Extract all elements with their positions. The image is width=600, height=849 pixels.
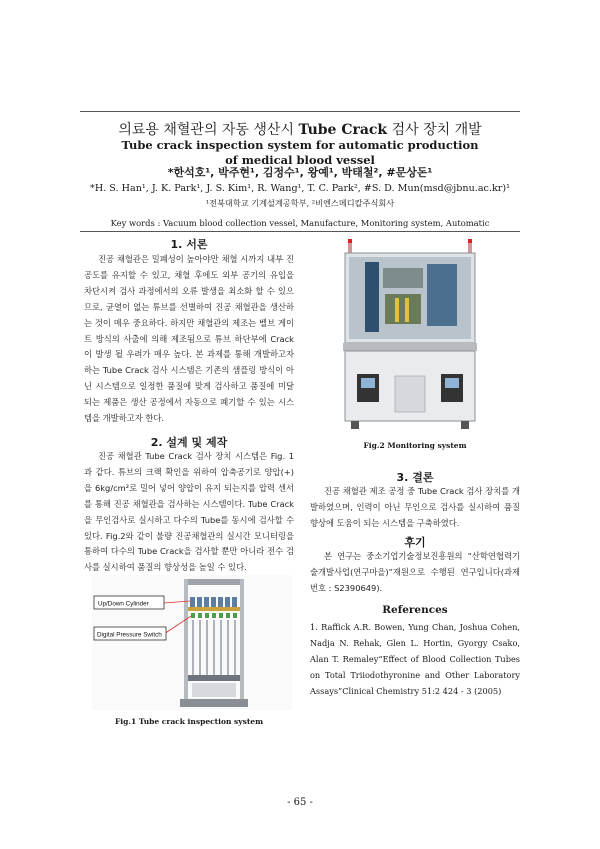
design-heading: 2. 설계 및 제작 — [150, 436, 228, 449]
authors-english: *H. S. Han¹, J. K. Park¹, J. S. Kim¹, R. Wang¹, T. C. Park², #S. D. Mun(msd@jbnu.ac.kr)¹ — [90, 183, 510, 194]
design-text: 진공 채혈관 Tube Crack 검사 장치 시스템은 Fig. 1과 같다. 튜브의 크랙 확인을 위하여 압축공기로 양압(+)을 6kg/cm²로 밀어 넣어 양압이 유지 되는지를 압력 센서를 통해 진공 채혈관을 검사하는 시스템이다. Tube Crack을 무인검사로 실시하고 다수의 Tube를 동시에 검사할 수 있다. Fig.2와 같이 불량 진공채혈관의 실시간 모니터링을 통하여 다수의 Tube Crack을 검사할 뿐만 아니라 전수 검사를 실시하여 품질의 향상성을 높일 수 있다. — [84, 451, 294, 573]
acknowledgement-paragraph — [310, 549, 520, 597]
reference-1: 1. Raffick A.R. Bowen, Yung Chan, Joshua Cohen, Nadja N. Rehak, Glen L. Hortin, Gyorgy Csako, Alan T. Remaley“Effect of Blood Collection Tubes on Total Triiodothyronine and Other Laboratory Assays”Clinical Chemistry 51:2 424 - 3 (2005) — [310, 622, 520, 696]
authors-korean: *한석호¹, 박주현¹, 김정수¹, 왕예¹, 박태철², #문상돈¹ — [167, 166, 433, 179]
figure-1-drawing — [92, 575, 292, 710]
title-english-line2: of medical blood vessel — [225, 153, 375, 167]
affiliation: ¹전북대학교 기계설계공학부, ²비엔스메디칼주식회사 — [205, 198, 395, 208]
title-english-line1: Tube crack inspection system for automatic production — [121, 138, 479, 152]
figure-2-caption: Fig.2 Monitoring system — [363, 441, 467, 450]
intro-paragraph — [84, 252, 294, 427]
acknowledgement-heading: 후기 — [404, 536, 426, 549]
figure-2-drawing — [335, 236, 485, 436]
intro-text: 진공 채혈관은 밀폐성이 높아야만 채혈 시까지 내부 진공도를 유지할 수 있고, 채혈 후에도 외부 공기의 유입을 차단시켜 검사 과정에서의 오류 발생을 최소화 할 수 있으므로, 균열이 없는 튜브를 선별하여 진공 채혈관을 생산하는 것이 매우 중요하다. 하지만 채혈관의 제조는 벨브 게이트 방식의 사출에 의해 제조됨으로 튜브 하단부에 Crack이 발생 될 우려가 매우 높다. 본 과제를 통해 개발하고자 하는 Tube Crack 검사 시스템은 기존의 샘플링 방식이 아닌 시스템으로 일정한 품질에 맞게 검사하고 품질에 미달되는 제품은 생산 공정에서 자동으로 폐기할 수 있는 시스템을 개발하고자 한다. — [84, 254, 294, 424]
keywords: Key words : Vacuum blood collection vessel, Manufacture, Monitoring system, Automatic — [110, 218, 490, 228]
fig1-label-cylinder: Up/Down Cylinder — [98, 600, 149, 608]
conclusion-text: 진공 채혈관 제조 공정 중 Tube Crack 검사 장치를 개발하였으며, 인력이 아닌 무인으로 검사를 실시하여 품질 향상에 도움이 되는 시스템을 구축하였다. — [310, 486, 520, 528]
figure-2 — [335, 236, 485, 436]
title-korean — [60, 119, 540, 139]
keywords-rule — [80, 231, 520, 232]
conclusion-heading: 3. 결론 — [396, 471, 434, 484]
conclusion-paragraph — [310, 484, 520, 532]
page-number: - 65 - — [287, 797, 313, 808]
design-paragraph — [84, 449, 294, 576]
header-rule — [80, 111, 520, 112]
fig1-label-pressure: Digital Pressure Switch — [97, 631, 162, 639]
title-kr-part3: 검사 장치 개발 — [391, 122, 482, 138]
figure-1-caption: Fig.1 Tube crack inspection system — [114, 717, 264, 726]
figure-1 — [92, 575, 292, 710]
title-kr-part2: Tube Crack — [298, 122, 388, 138]
intro-heading: 1. 서론 — [170, 238, 208, 251]
references-heading: References — [382, 604, 448, 616]
title-kr-part1: 의료용 채혈관의 자동 생산시 — [118, 122, 294, 138]
acknowledgement-text: 본 연구는 중소기업기술정보진흥원의 “산학연협력기술개발사업(연구마을)”재원으로 수행된 연구입니다(과제번호 : S2390649). — [310, 551, 520, 593]
